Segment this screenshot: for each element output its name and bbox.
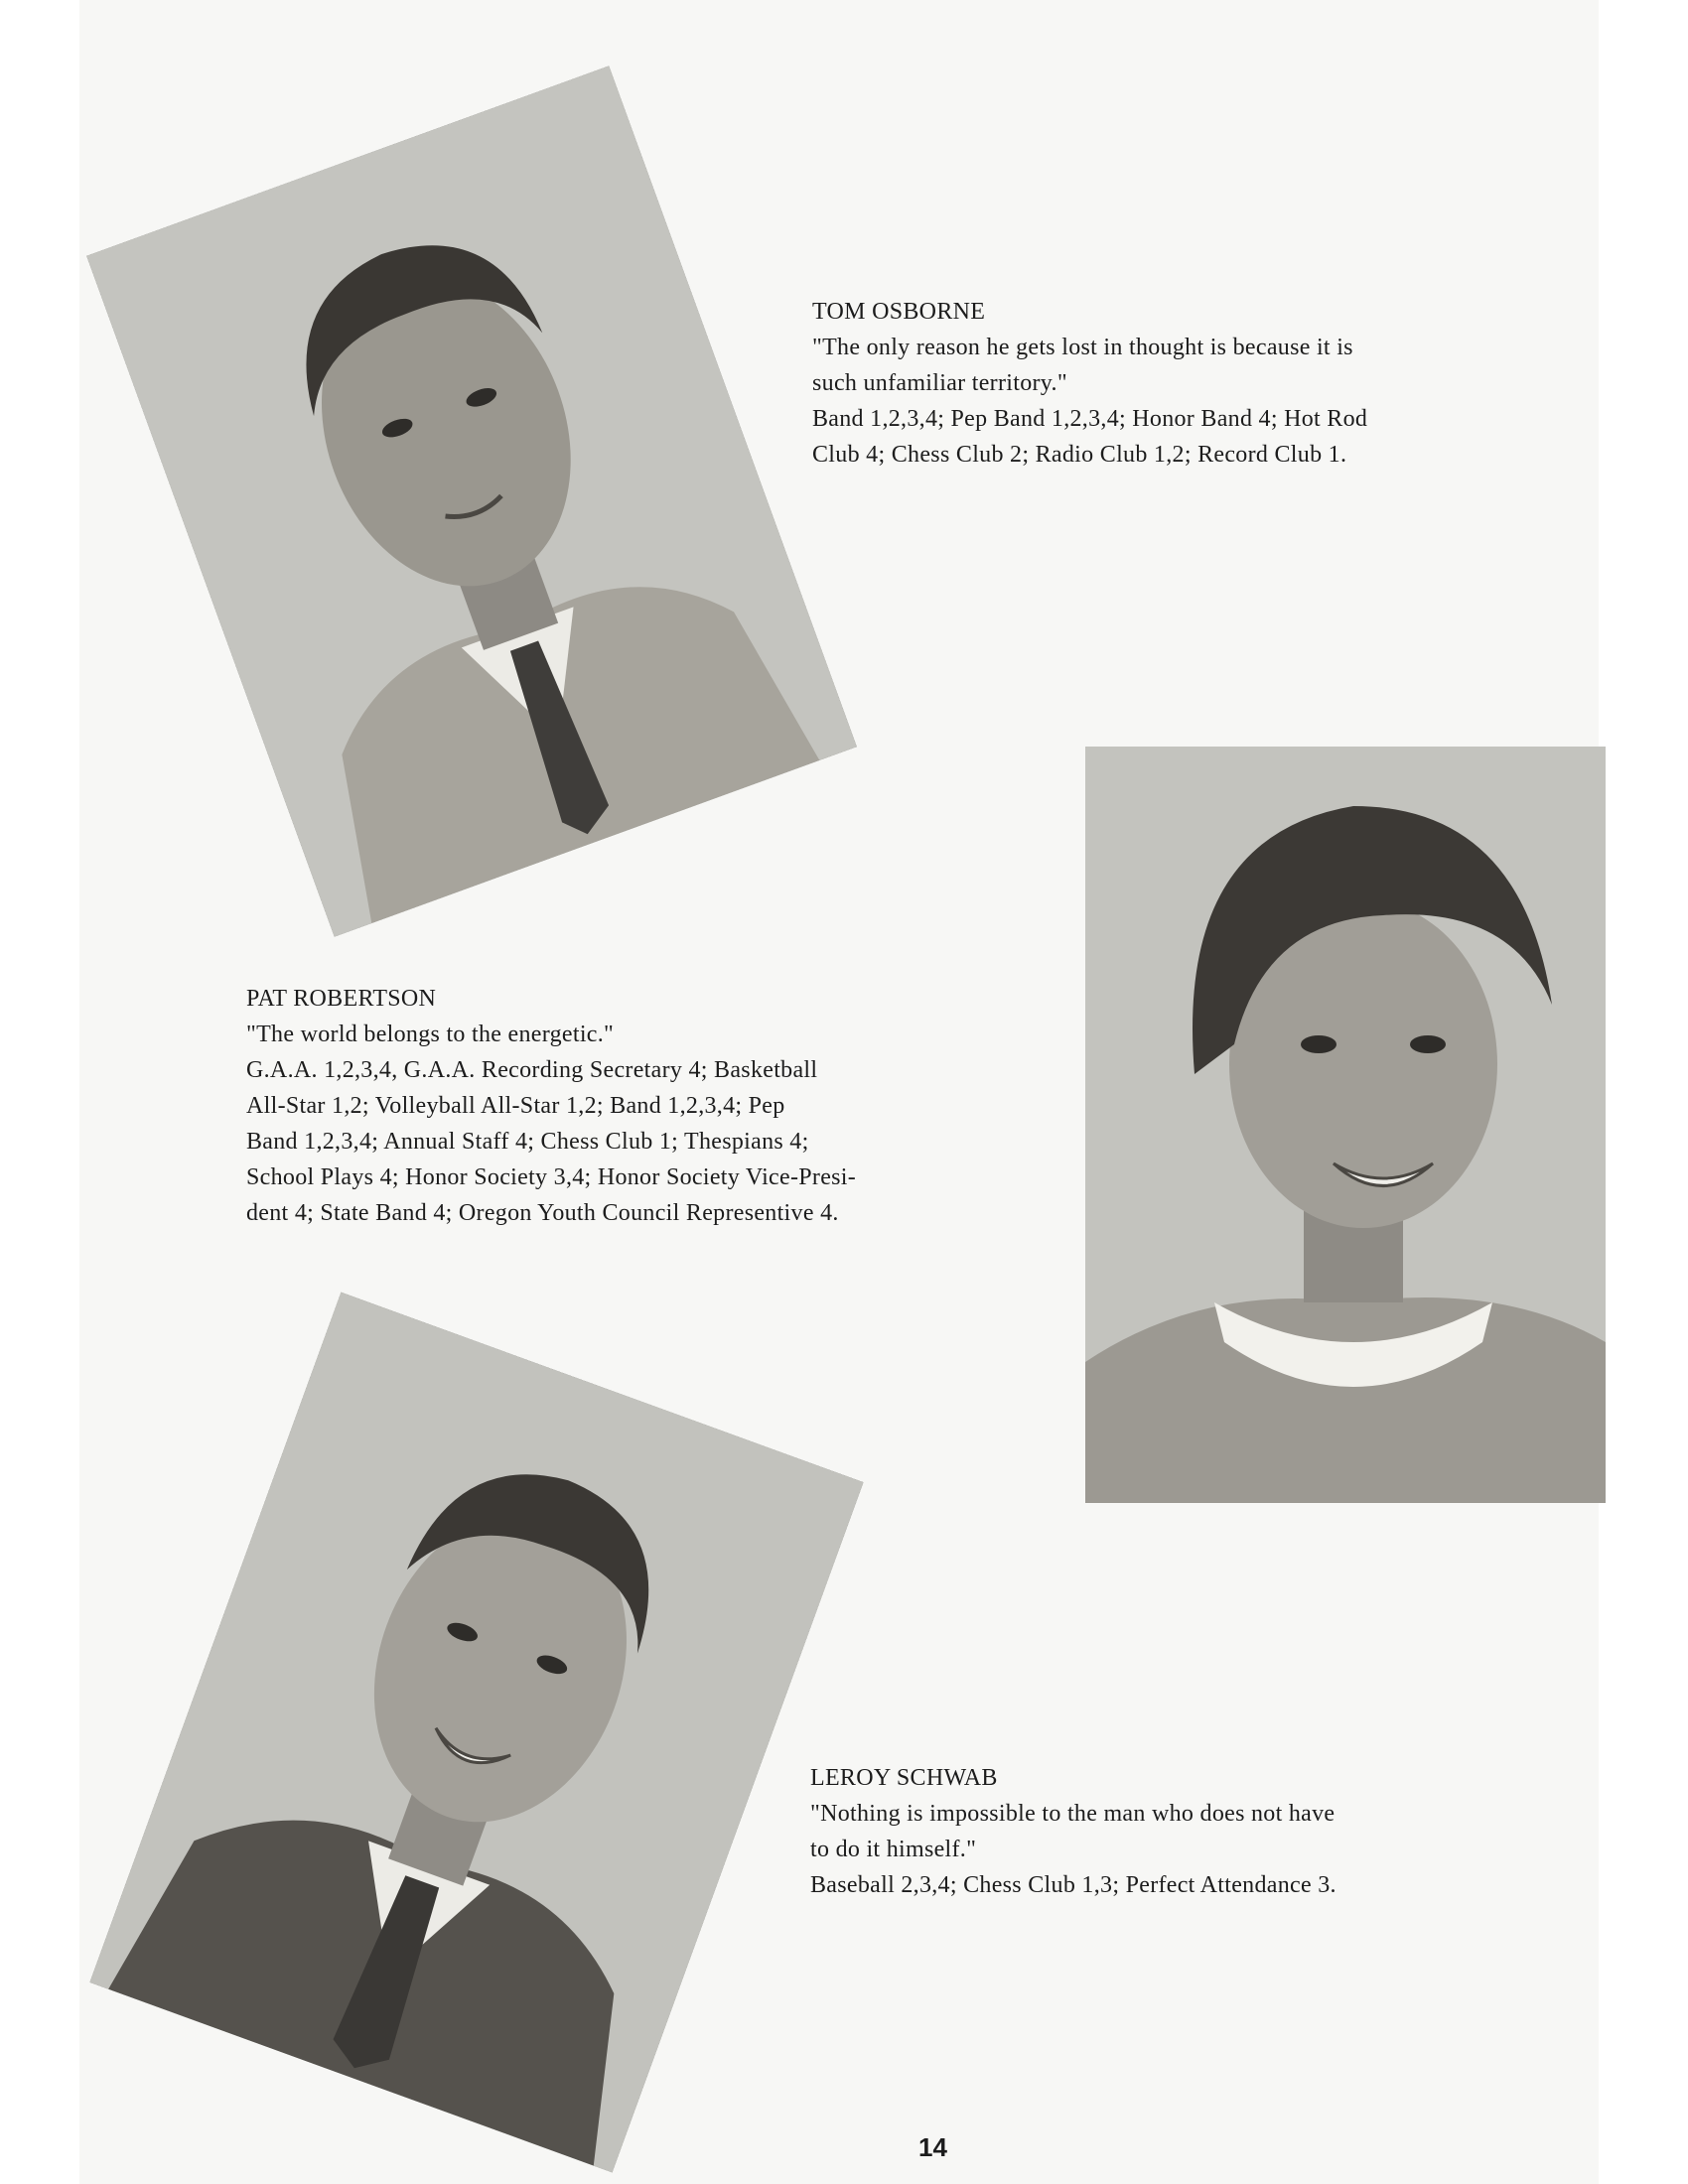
portrait-pat-drawing (1085, 747, 1606, 1503)
activities-line: Club 4; Chess Club 2; Radio Club 1,2; Record Club 1. (812, 442, 1347, 468)
senior-bio-tom-osborne (812, 294, 1367, 473)
senior-quote-line: "The only reason he gets lost in thought is because it is (812, 335, 1353, 360)
senior-quote-line: "Nothing is impossible to the man who does not have (810, 1801, 1336, 1827)
student-name: TOM OSBORNE (812, 299, 986, 325)
senior-quote-line: "The world belongs to the energetic." (246, 1022, 615, 1047)
activities-line: dent 4; State Band 4; Oregon Youth Council Representive 4. (246, 1200, 839, 1226)
activities-line: School Plays 4; Honor Society 3,4; Honor Society Vice-Presi- (246, 1164, 857, 1190)
senior-bio-pat-robertson (246, 981, 856, 1231)
portrait-photo-pat-robertson (1085, 747, 1606, 1503)
activities-line: Band 1,2,3,4; Annual Staff 4; Chess Club 1; Thespians 4; (246, 1129, 809, 1155)
activities-line: All-Star 1,2; Volleyball All-Star 1,2; Band 1,2,3,4; Pep (246, 1093, 785, 1119)
student-name: PAT ROBERTSON (246, 986, 437, 1012)
page-number: 14 (918, 2132, 947, 2162)
activities-line: Baseball 2,3,4; Chess Club 1,3; Perfect Attendance 3. (810, 1872, 1336, 1898)
student-name: LEROY SCHWAB (810, 1765, 998, 1791)
senior-quote-line: to do it himself." (810, 1837, 977, 1862)
activities-line: G.A.A. 1,2,3,4, G.A.A. Recording Secretary 4; Basketball (246, 1057, 818, 1083)
senior-bio-leroy-schwab (810, 1760, 1336, 1903)
activities-line: Band 1,2,3,4; Pep Band 1,2,3,4; Honor Band 4; Hot Rod (812, 406, 1368, 432)
senior-quote-line: such unfamiliar territory." (812, 370, 1067, 396)
